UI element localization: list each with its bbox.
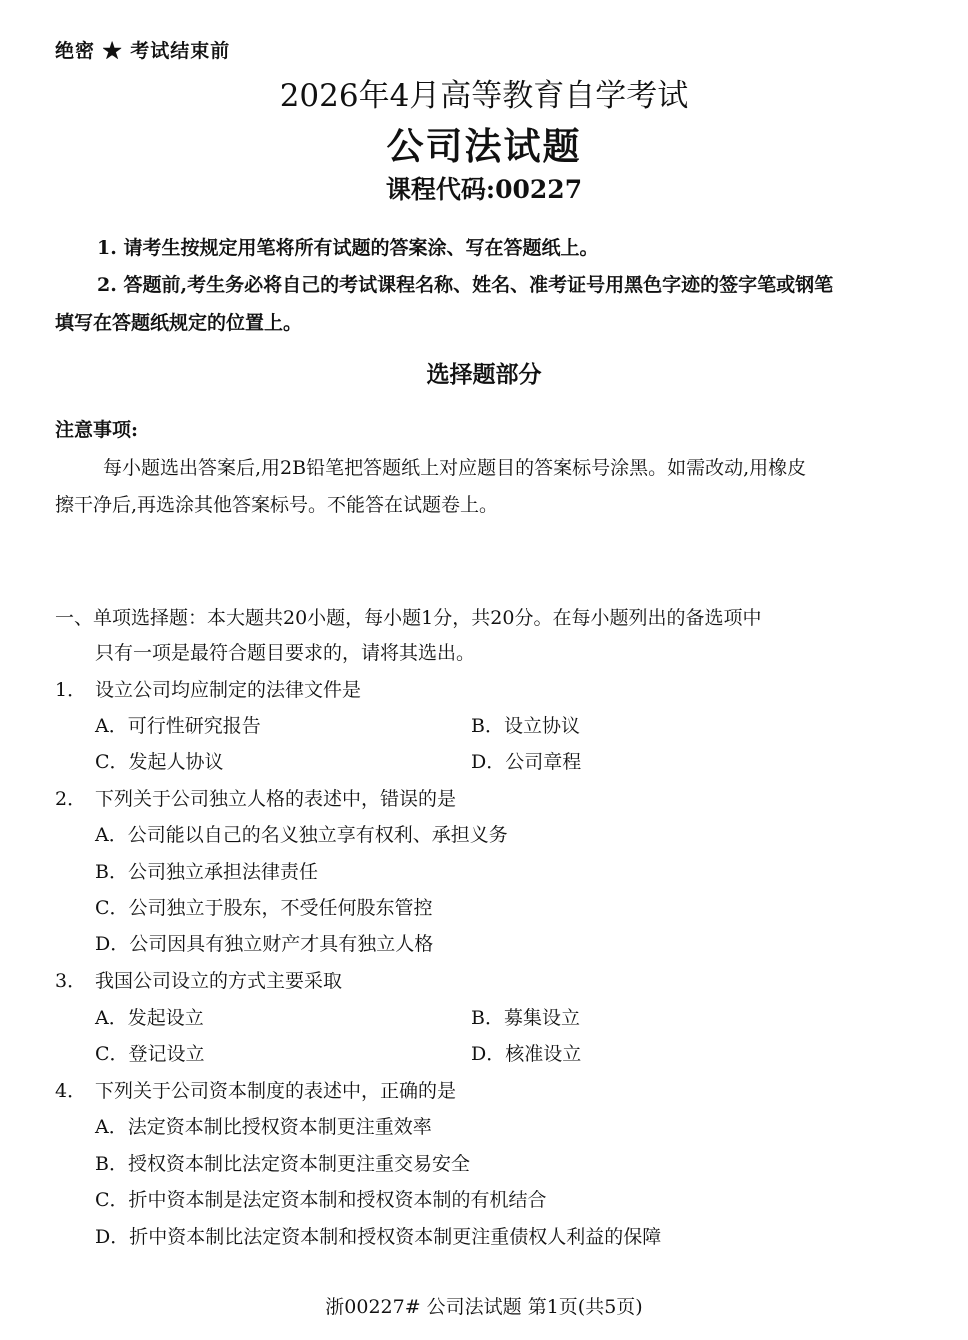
option-b: B．设立协议 bbox=[471, 715, 580, 737]
option-c: C．折中资本制是法定资本制和授权资本制的有机结合 bbox=[95, 1189, 547, 1211]
secret-mark: 绝密 ★ 考试结束前 bbox=[55, 40, 231, 62]
question-number: 2． bbox=[55, 788, 87, 810]
page-footer: 浙00227# 公司法试题 第1页(共5页) bbox=[325, 1296, 643, 1318]
instruction-1: 1. 请考生按规定用笔将所有试题的答案涂、写在答题纸上。 bbox=[97, 237, 599, 259]
note-label: 注意事项: bbox=[55, 419, 139, 441]
option-c: C．发起人协议 bbox=[95, 751, 224, 773]
question-stem: 设立公司均应制定的法律文件是 bbox=[95, 679, 362, 701]
option-d: D．公司因具有独立财产才具有独立人格 bbox=[95, 933, 434, 955]
option-c: C．公司独立于股东，不受任何股东管控 bbox=[95, 897, 433, 919]
section-title: 选择题部分 bbox=[426, 361, 542, 388]
question-stem: 下列关于公司资本制度的表述中，正确的是 bbox=[95, 1080, 457, 1102]
exam-title: 2026年4月高等教育自学考试 bbox=[279, 78, 689, 114]
question-number: 4． bbox=[55, 1080, 87, 1102]
option-b: B．公司独立承担法律责任 bbox=[95, 861, 318, 883]
note-line-2: 擦干净后,再选涂其他答案标号。不能答在试题卷上。 bbox=[55, 494, 499, 516]
question-stem: 我国公司设立的方式主要采取 bbox=[95, 970, 343, 992]
part-one-heading-cont: 只有一项是最符合题目要求的，请将其选出。 bbox=[95, 642, 476, 664]
question-stem: 下列关于公司独立人格的表述中，错误的是 bbox=[95, 788, 457, 810]
option-a: A．发起设立 bbox=[95, 1007, 204, 1029]
option-c: C．登记设立 bbox=[95, 1043, 205, 1065]
option-b: B．授权资本制比法定资本制更注重交易安全 bbox=[95, 1153, 470, 1175]
option-d: D．核准设立 bbox=[471, 1043, 582, 1065]
course-code: 课程代码:00227 bbox=[385, 175, 583, 204]
option-d: D．折中资本制比法定资本制和授权资本制更注重债权人利益的保障 bbox=[95, 1226, 662, 1248]
question-number: 1． bbox=[55, 679, 87, 701]
part-one-heading: 一、单项选择题：本大题共20小题，每小题1分，共20分。在每小题列出的备选项中 bbox=[55, 607, 762, 629]
option-b: B．募集设立 bbox=[471, 1007, 580, 1029]
option-a: A．公司能以自己的名义独立享有权利、承担义务 bbox=[95, 824, 508, 846]
note-line-1: 每小题选出答案后,用2B铅笔把答题纸上对应题目的答案标号涂黑。如需改动,用橡皮 bbox=[103, 457, 807, 479]
instruction-2-cont: 填写在答题纸规定的位置上。 bbox=[55, 312, 303, 334]
instruction-2: 2. 答题前,考生务必将自己的考试课程名称、姓名、准考证号用黑色字迹的签字笔或钢笔 bbox=[97, 274, 834, 296]
subject-title: 公司法试题 bbox=[386, 124, 582, 168]
option-d: D．公司章程 bbox=[471, 751, 582, 773]
option-a: A．法定资本制比授权资本制更注重效率 bbox=[95, 1116, 432, 1138]
option-a: A．可行性研究报告 bbox=[95, 715, 261, 737]
question-number: 3． bbox=[55, 970, 87, 992]
